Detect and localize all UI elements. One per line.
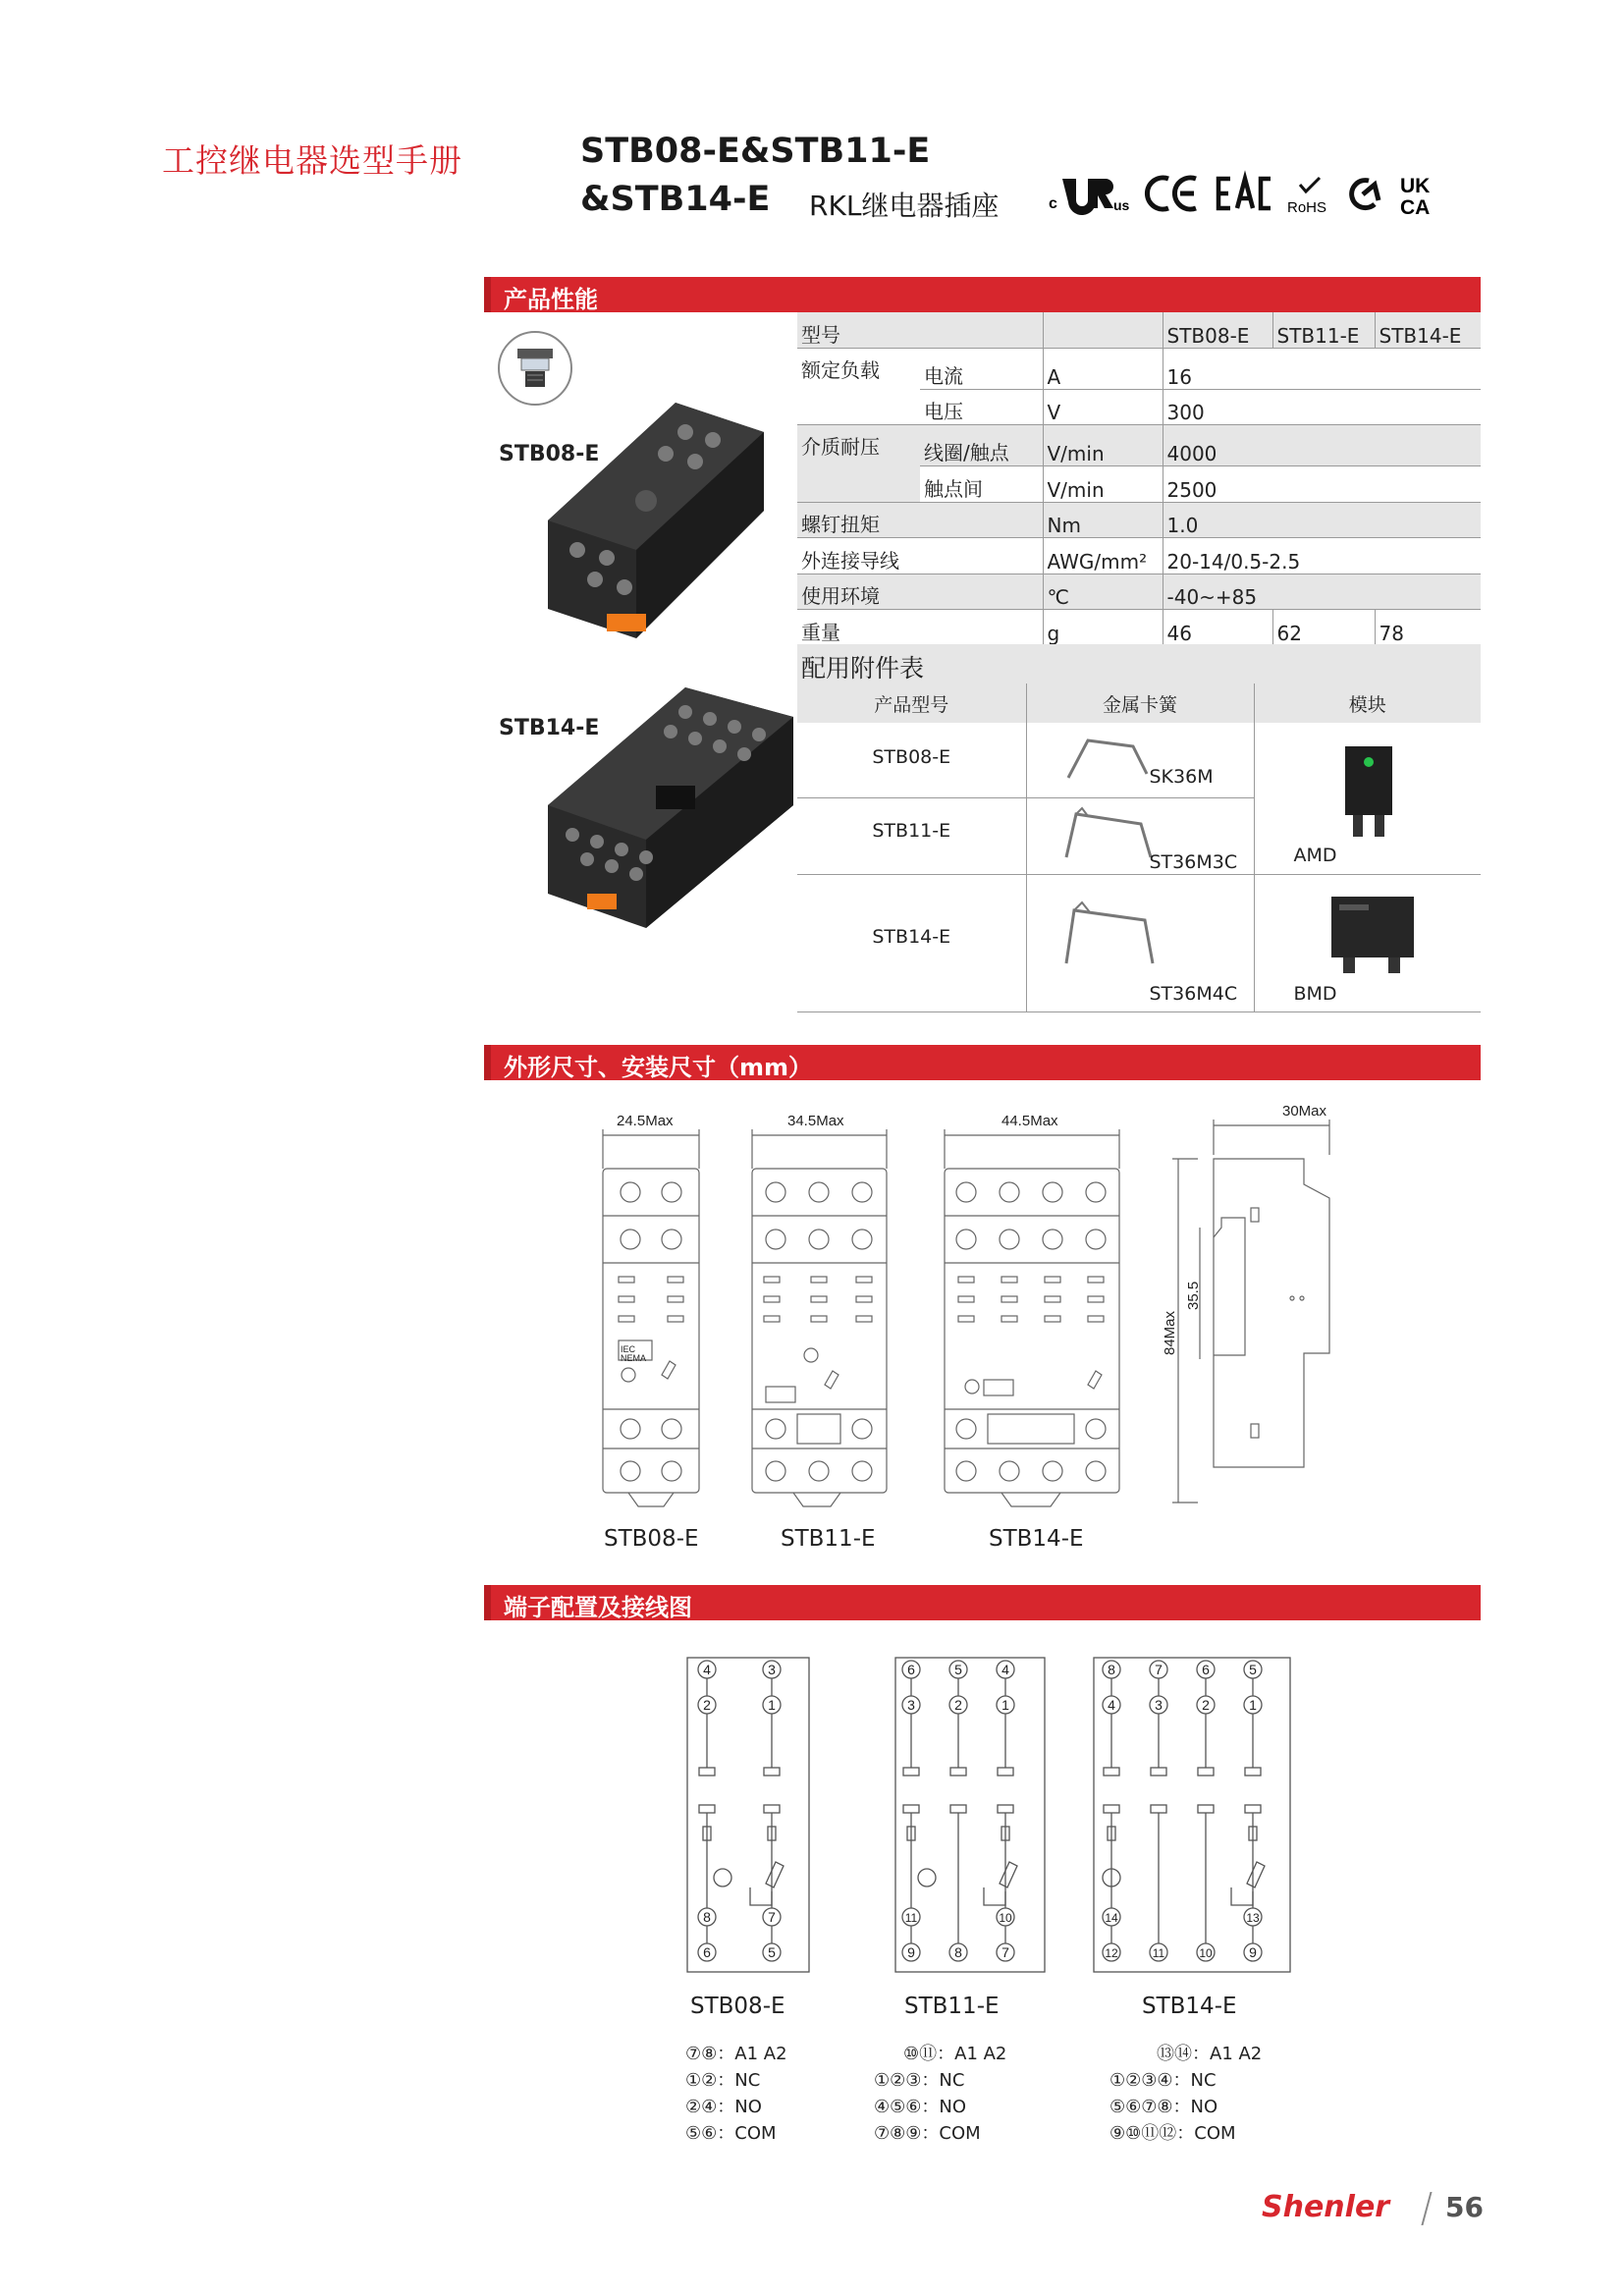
spec-value: 62 <box>1272 610 1375 646</box>
spec-unit: ℃ <box>1043 574 1163 610</box>
dim-label: 24.5Max <box>617 1113 674 1129</box>
recycle-mark-icon <box>1352 181 1379 208</box>
dim-label-height: 84Max <box>1162 1310 1178 1355</box>
dim-caption-stb11: STB11-E <box>781 1526 876 1552</box>
dim-label-rail: 35.5 <box>1185 1281 1202 1310</box>
wiring-caption-stb14: STB14-E <box>1142 1994 1237 2019</box>
acc-clip-cell <box>1026 723 1254 797</box>
terminal-tag: NEMA <box>621 1353 647 1363</box>
terminal-tag: IEC <box>621 1344 636 1354</box>
dim-caption-stb14: STB14-E <box>989 1526 1084 1552</box>
terminal-number: 8 <box>1108 1662 1115 1677</box>
ce-mark-icon <box>1147 178 1196 209</box>
stb14-socket-image <box>538 678 803 943</box>
wiring-legend-stb14 <box>1109 2041 1262 2147</box>
width-dimension-side <box>1214 1103 1329 1155</box>
terminal-number: 14 <box>1105 1911 1118 1925</box>
dim-label: 34.5Max <box>787 1113 844 1129</box>
dim-label: 30Max <box>1282 1103 1327 1120</box>
spec-row-dielectric-coil <box>797 425 1481 466</box>
spec-param <box>797 389 920 425</box>
terminal-number: 4 <box>703 1662 711 1677</box>
page-title-line2: &STB14-E <box>580 180 771 219</box>
certification-marks <box>1049 169 1481 220</box>
spec-row-voltage <box>797 389 1481 425</box>
acc-clip-name: ST36M4C <box>1149 982 1238 1005</box>
spec-row-torque <box>797 502 1481 538</box>
stb14-front-outline <box>945 1169 1119 1506</box>
spec-value: 20-14/0.5-2.5 <box>1163 538 1481 574</box>
spec-table <box>797 312 1481 646</box>
rohs-mark-icon <box>1287 178 1326 216</box>
legend-line: ⑬⑭：A1 A2 <box>1157 2044 1263 2064</box>
legend-line: ②④：NO <box>685 2097 762 2117</box>
clip-st36m4c-image <box>1062 899 1161 969</box>
spec-param: 额定负载 <box>801 357 880 382</box>
accessory-row <box>797 723 1481 797</box>
accessory-header-row <box>797 683 1481 723</box>
legend-line: ⑦⑧⑨：COM <box>874 2123 981 2144</box>
accessory-table <box>797 683 1481 1012</box>
acc-model: STB11-E <box>797 797 1026 874</box>
legend-line: ⑦⑧：A1 A2 <box>685 2044 787 2064</box>
product-label-stb08: STB08-E <box>499 442 600 466</box>
svg-text:us: us <box>1113 197 1130 213</box>
section-dimensions-title: 外形尺寸、安装尺寸（mm） <box>504 1054 813 1081</box>
spec-header-model: 型号 <box>797 312 920 348</box>
section-performance-title: 产品性能 <box>504 286 598 313</box>
section-wiring-bar <box>484 1585 1481 1620</box>
terminal-number: 7 <box>1155 1662 1163 1677</box>
side-view-outline <box>1172 1159 1329 1503</box>
wiring-diagrams <box>677 1650 1306 1984</box>
ukca-mark-icon <box>1400 175 1430 219</box>
wiring-legend-stb11 <box>874 2041 1006 2147</box>
spec-sub: 电流 <box>920 348 1043 389</box>
legend-line: ⑩⑪：A1 A2 <box>903 2044 1007 2064</box>
terminal-number: 5 <box>954 1662 962 1677</box>
terminal-number: 5 <box>768 1944 776 1960</box>
terminal-number: 3 <box>768 1662 776 1677</box>
clip-st36m3c-image <box>1062 804 1161 863</box>
terminal-number: 11 <box>1152 1946 1165 1960</box>
stb08-front-outline <box>603 1169 699 1506</box>
spec-unit: A <box>1043 348 1163 389</box>
svg-text:RoHS: RoHS <box>1287 199 1327 216</box>
dimension-drawing <box>589 1090 1404 1512</box>
terminal-number: 11 <box>904 1911 918 1925</box>
spec-sub: 电压 <box>920 389 1043 425</box>
acc-clip-name: ST36M3C <box>1149 850 1238 873</box>
spec-value: 78 <box>1375 610 1481 646</box>
acc-model: STB14-E <box>797 874 1026 1011</box>
terminal-number: 7 <box>768 1909 776 1925</box>
spec-value: 300 <box>1163 389 1481 425</box>
legend-line: ①②③：NC <box>874 2070 965 2091</box>
wiring-caption-stb08: STB08-E <box>690 1994 785 2019</box>
acc-module-cell-bmd <box>1254 874 1481 1011</box>
acc-clip-cell <box>1026 874 1254 1011</box>
stb08-socket-image <box>538 393 774 658</box>
section-wiring-title: 端子配置及接线图 <box>504 1594 692 1621</box>
spec-param: 外连接导线 <box>797 538 1043 574</box>
spec-value: 4000 <box>1163 425 1481 466</box>
legend-line: ①②③④：NC <box>1109 2070 1217 2091</box>
terminal-number: 9 <box>1249 1944 1257 1960</box>
spec-row-environment <box>797 574 1481 610</box>
terminal-number: 8 <box>703 1909 711 1925</box>
spec-row-wire <box>797 538 1481 574</box>
terminal-number: 1 <box>1001 1697 1009 1713</box>
terminal-number: 2 <box>1202 1697 1210 1713</box>
spec-row-current <box>797 348 1481 389</box>
module-bmd-image <box>1325 891 1424 979</box>
width-dimension-stb11 <box>752 1113 887 1169</box>
accessory-row <box>797 874 1481 1011</box>
spec-param: 介质耐压 <box>797 425 920 466</box>
module-name-amd: AMD <box>1293 845 1337 866</box>
product-label-stb14: STB14-E <box>499 716 600 740</box>
spec-unit: V/min <box>1043 425 1163 466</box>
spec-value: 16 <box>1163 348 1481 389</box>
wiring-stb08 <box>687 1658 809 1972</box>
footer-brand-logo: Shenler <box>1262 2190 1390 2224</box>
section-dimensions-bar <box>484 1045 1481 1080</box>
accessory-title: 配用附件表 <box>801 654 925 683</box>
dim-label: 44.5Max <box>1001 1113 1058 1129</box>
spec-param: 重量 <box>797 610 1043 646</box>
legend-line: ⑤⑥：COM <box>685 2123 777 2144</box>
acc-header-clip: 金属卡簧 <box>1026 683 1254 723</box>
spec-sub: 线圈/触点 <box>920 425 1043 466</box>
spec-unit: Nm <box>1043 502 1163 538</box>
terminal-number: 8 <box>954 1944 962 1960</box>
spec-unit: AWG/mm² <box>1043 538 1163 574</box>
spec-header-stb08: STB08-E <box>1163 312 1272 348</box>
svg-text:UK: UK <box>1400 175 1431 197</box>
spec-value: -40~+85 <box>1163 574 1481 610</box>
eac-mark-icon <box>1218 179 1271 208</box>
legend-line: ⑨⑩⑪⑫：COM <box>1109 2123 1236 2144</box>
acc-module-cell-amd <box>1254 723 1481 874</box>
spec-row-weight <box>797 610 1481 646</box>
spec-value: 46 <box>1163 610 1272 646</box>
spec-param: 螺钉扭矩 <box>797 502 1043 538</box>
spec-sub: 触点间 <box>920 466 1043 503</box>
spec-unit: g <box>1043 610 1163 646</box>
terminal-number: 3 <box>907 1697 915 1713</box>
acc-clip-cell <box>1026 797 1254 874</box>
spec-value: 1.0 <box>1163 502 1481 538</box>
terminal-number: 10 <box>999 1911 1012 1925</box>
acc-header-model: 产品型号 <box>797 683 1026 723</box>
spec-header-stb14: STB14-E <box>1375 312 1481 348</box>
spec-value: 2500 <box>1163 466 1481 503</box>
catalog-title: 工控继电器选型手册 <box>162 141 462 180</box>
acc-clip-name: SK36M <box>1149 766 1214 788</box>
terminal-number: 2 <box>703 1697 711 1713</box>
terminal-number: 13 <box>1246 1911 1260 1925</box>
spec-param <box>797 466 920 503</box>
stb11-front-outline <box>752 1169 887 1506</box>
legend-line: ⑤⑥⑦⑧：NO <box>1109 2097 1218 2117</box>
ur-mark-icon <box>1049 179 1130 215</box>
wiring-legend-stb08 <box>685 2041 787 2147</box>
clip-sk36m-image <box>1064 735 1153 784</box>
terminal-number: 12 <box>1105 1946 1118 1960</box>
accessory-title-band <box>797 644 1481 683</box>
page-number: 56 <box>1445 2191 1484 2223</box>
terminal-number: 1 <box>768 1697 776 1713</box>
spec-unit: V/min <box>1043 466 1163 503</box>
svg-text:CA: CA <box>1400 196 1431 219</box>
footer-divider <box>1421 2192 1432 2225</box>
page-subtitle: RKL继电器插座 <box>809 190 1000 222</box>
terminal-number: 7 <box>1001 1944 1009 1960</box>
width-dimension-stb14 <box>945 1113 1119 1169</box>
terminal-number: 2 <box>954 1697 962 1713</box>
wiring-stb14 <box>1094 1658 1290 1972</box>
terminal-number: 10 <box>1199 1946 1213 1960</box>
terminal-number: 6 <box>907 1662 915 1677</box>
wiring-caption-stb11: STB11-E <box>904 1994 1000 2019</box>
terminal-number: 3 <box>1155 1697 1163 1713</box>
legend-line: ①②：NC <box>685 2070 761 2091</box>
spec-row-dielectric-contacts <box>797 466 1481 503</box>
wiring-stb11 <box>895 1658 1045 1972</box>
spec-header-row <box>797 312 1481 348</box>
terminal-number: 4 <box>1108 1697 1115 1713</box>
terminal-number: 6 <box>703 1944 711 1960</box>
terminal-number: 9 <box>907 1944 915 1960</box>
spec-header-stb11: STB11-E <box>1272 312 1375 348</box>
terminal-number: 6 <box>1202 1662 1210 1677</box>
terminal-number: 4 <box>1001 1662 1009 1677</box>
spec-unit: V <box>1043 389 1163 425</box>
terminal-number: 1 <box>1249 1697 1257 1713</box>
section-performance-bar <box>484 277 1481 312</box>
svg-text:c: c <box>1049 195 1057 212</box>
dim-caption-stb08: STB08-E <box>604 1526 699 1552</box>
module-name-bmd: BMD <box>1293 982 1337 1005</box>
terminal-number: 5 <box>1249 1662 1257 1677</box>
legend-line: ④⑤⑥：NO <box>874 2097 967 2117</box>
acc-model: STB08-E <box>797 723 1026 797</box>
width-dimension-stb08 <box>603 1113 699 1169</box>
acc-header-module: 模块 <box>1254 683 1481 723</box>
spec-param: 使用环境 <box>797 574 1043 610</box>
module-amd-image <box>1339 742 1398 850</box>
page-title-line1: STB08-E&STB11-E <box>580 132 931 171</box>
